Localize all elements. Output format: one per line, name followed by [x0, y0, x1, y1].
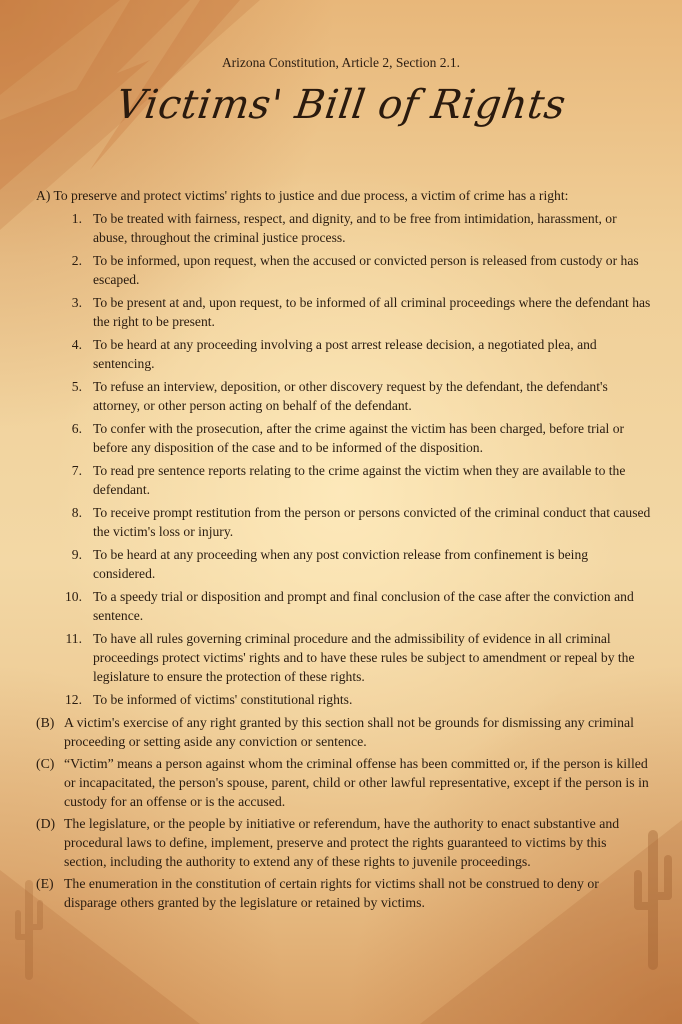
- right-text: To be heard at any proceeding involving a post arrest release decision, a negotiated plea, and sentencing.: [93, 337, 597, 371]
- right-item: [36, 587, 652, 625]
- section-label: (B): [36, 715, 55, 730]
- right-item: [36, 461, 652, 499]
- right-text: To be heard at any proceeding when any post conviction release from confinement is being considered.: [93, 547, 589, 581]
- section-text: A victim's exercise of any right granted by this section shall not be grounds for dismissing any criminal proceeding or setting aside any conviction or sentence.: [64, 715, 634, 749]
- right-text: To be treated with fairness, respect, and dignity, and to be free from intimidation, harassment, or abuse, throughout the criminal justice process.: [93, 211, 617, 245]
- section-label: (C): [36, 756, 55, 771]
- right-text: To refuse an interview, deposition, or other discovery request by the defendant, the defendant's attorney, or other person acting on behalf of the defendant.: [93, 379, 608, 413]
- section-c: [36, 754, 652, 811]
- right-text: To be informed, upon request, when the accused or convicted person is released from custody or has escaped.: [93, 253, 639, 287]
- right-item: [36, 629, 652, 686]
- section-label: (E): [36, 876, 54, 891]
- section-text: The legislature, or the people by initiative or referendum, have the authority to enact substantive and procedural laws to define, implement, preserve and protect the rights guaranteed to victims by this section, including the authority to extend any of these rights to juvenile proceedings.: [64, 816, 620, 869]
- right-item: [36, 335, 652, 373]
- document-body: [36, 186, 652, 912]
- right-text: To a speedy trial or disposition and prompt and final conclusion of the case after the conviction and sentence.: [93, 589, 634, 623]
- right-text: To receive prompt restitution from the person or persons convicted of the criminal conduct that caused the victim's loss or injury.: [93, 505, 651, 539]
- right-number: 9.: [71, 547, 82, 562]
- right-text: To have all rules governing criminal procedure and the admissibility of evidence in all criminal proceedings protect victims' rights and to have these rules be subject to amendment or repeal by the legislature to ensure the protection of these rights.: [93, 631, 635, 684]
- right-item: [36, 690, 652, 709]
- section-label: (D): [36, 816, 56, 831]
- right-item: [36, 251, 652, 289]
- right-number: 2.: [71, 253, 82, 268]
- document-subtitle: Arizona Constitution, Article 2, Section 2.1.: [221, 55, 461, 70]
- right-number: 1.: [71, 211, 82, 226]
- right-item: [36, 545, 652, 583]
- right-item: [36, 503, 652, 541]
- right-item: [36, 419, 652, 457]
- right-item: [36, 293, 652, 331]
- right-number: 4.: [71, 337, 82, 352]
- right-text: To be present at and, upon request, to be informed of all criminal proceedings where the defendant has the right to be present.: [93, 295, 651, 329]
- right-text: To be informed of victims' constitutional rights.: [93, 692, 353, 707]
- section-a-lead: A) To preserve and protect victims' rights to justice and due process, a victim of crime has a right:: [36, 188, 569, 203]
- right-text: To confer with the prosecution, after the crime against the victim has been charged, before trial or before any disposition of the case and to be informed of the disposition.: [93, 421, 625, 455]
- right-number: 7.: [71, 463, 82, 478]
- right-number: 12.: [65, 692, 82, 707]
- section-d: [36, 814, 652, 871]
- section-e: [36, 874, 652, 912]
- right-number: 11.: [65, 631, 82, 646]
- right-text: To read pre sentence reports relating to the crime against the victim when they are available to the defendant.: [93, 463, 626, 497]
- right-number: 5.: [71, 379, 82, 394]
- section-text: The enumeration in the constitution of certain rights for victims shall not be construed to deny or disparage others granted by the legislature or retained by victims.: [64, 876, 599, 910]
- rights-list: [36, 209, 652, 709]
- right-number: 8.: [71, 505, 82, 520]
- right-item: [36, 209, 652, 247]
- section-text: “Victim” means a person against whom the criminal offense has been committed or, if the person is killed or incapacitated, the person's spouse, parent, child or other lawful representative, except if the person is in custody for an offense or is the accused.: [64, 756, 649, 809]
- right-number: 3.: [71, 295, 82, 310]
- right-item: [36, 377, 652, 415]
- right-number: 6.: [71, 421, 82, 436]
- right-number: 10.: [65, 589, 82, 604]
- document-title: Victims' Bill of Rights: [113, 82, 569, 128]
- section-b: [36, 713, 652, 751]
